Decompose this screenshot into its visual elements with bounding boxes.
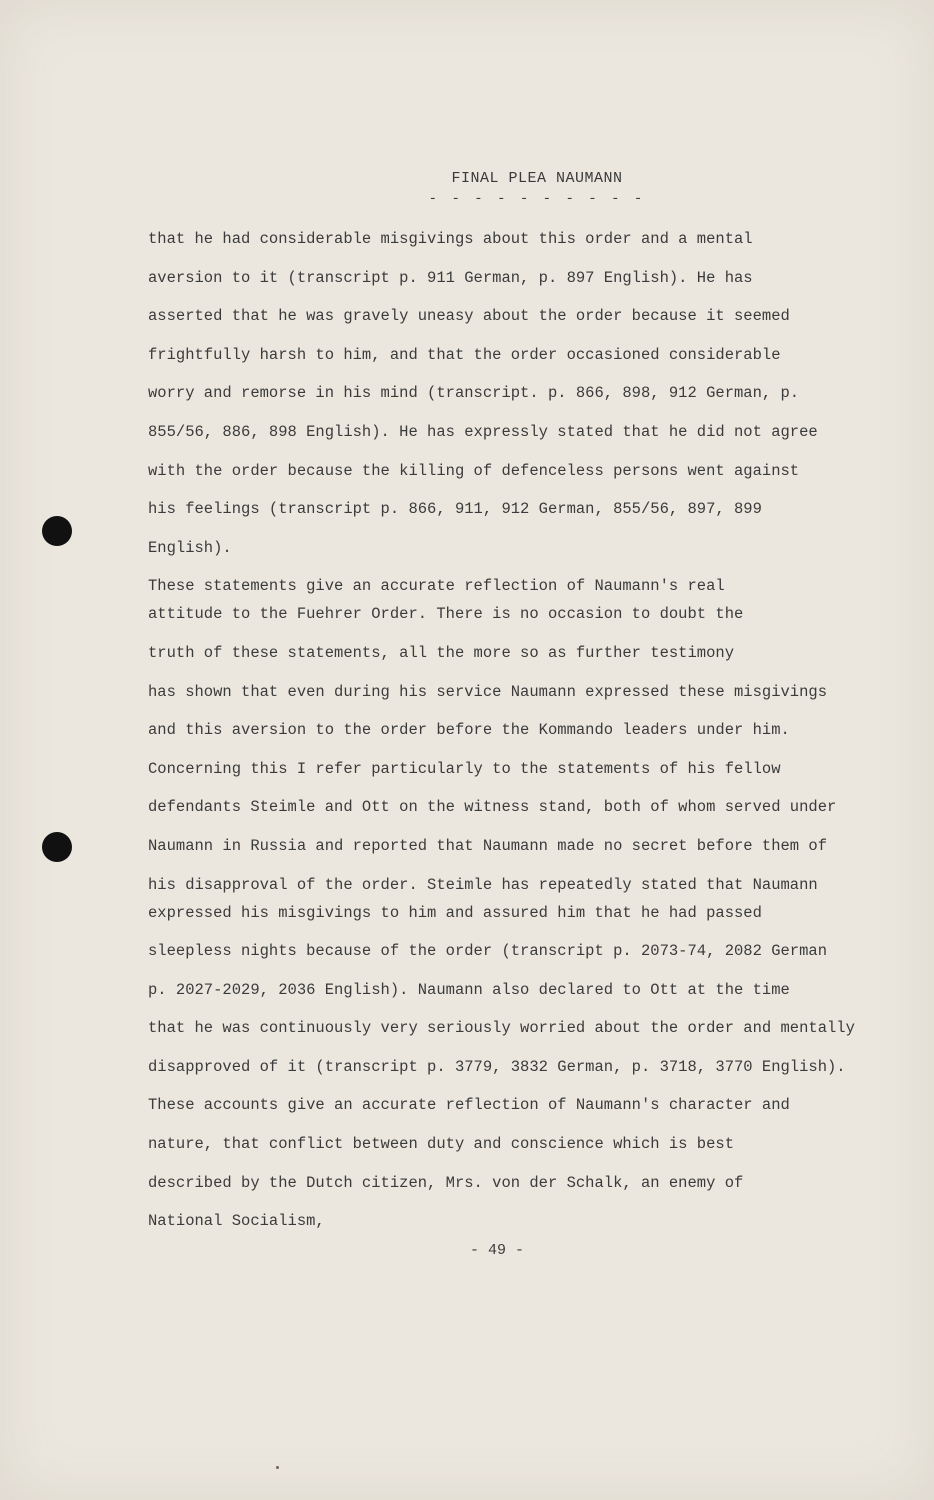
paper-speck: [276, 1466, 279, 1469]
text-line: National Socialism,: [148, 1212, 325, 1231]
page-title: FINAL PLEA NAUMANN: [451, 170, 623, 187]
text-line: his feelings (transcript p. 866, 911, 912 German, 855/56, 897, 899: [148, 500, 762, 519]
text-line: asserted that he was gravely uneasy about the order because it seemed: [148, 307, 790, 326]
text-line: has shown that even during his service Naumann expressed these misgivings: [148, 682, 828, 701]
text-line: expressed his misgivings to him and assured him that he had passed: [148, 903, 762, 922]
text-line: Concerning this I refer particularly to the statements of his fellow: [148, 759, 781, 778]
text-line: English).: [148, 538, 232, 557]
text-line: his disapproval of the order. Steimle has repeatedly stated that Naumann: [148, 875, 818, 894]
punch-hole-lower: [42, 832, 72, 862]
text-line: These statements give an accurate reflection of Naumann's real: [148, 577, 725, 596]
text-line: and this aversion to the order before the Kommando leaders under him.: [148, 721, 790, 740]
text-line: 855/56, 886, 898 English). He has expressly stated that he did not agree: [148, 422, 818, 441]
text-line: Naumann in Russia and reported that Naumann made no secret before them of: [148, 836, 828, 855]
body-text: [148, 226, 888, 1247]
page-number: - 49 -: [469, 1242, 524, 1259]
text-line: These accounts give an accurate reflection of Naumann's character and: [148, 1096, 790, 1115]
text-line: attitude to the Fuehrer Order. There is no occasion to doubt the: [148, 605, 744, 624]
text-line: disapproved of it (transcript p. 3779, 3832 German, p. 3718, 3770 English).: [148, 1057, 846, 1076]
header-underline: - - - - - - - - - -: [428, 191, 646, 207]
text-line: aversion to it (transcript p. 911 German, p. 897 English). He has: [148, 268, 753, 287]
text-line: worry and remorse in his mind (transcript. p. 866, 898, 912 German, p.: [148, 384, 800, 403]
text-line: described by the Dutch citizen, Mrs. von der Schalk, an enemy of: [148, 1173, 744, 1192]
text-line: nature, that conflict between duty and conscience which is best: [148, 1135, 734, 1154]
text-line: frightfully harsh to him, and that the order occasioned considerable: [148, 345, 781, 364]
text-line: that he had considerable misgivings about this order and a mental: [148, 230, 753, 248]
punch-hole-upper: [42, 516, 72, 546]
text-line: p. 2027-2029, 2036 English). Naumann also declared to Ott at the time: [148, 980, 790, 999]
text-line: truth of these statements, all the more so as further testimony: [148, 643, 734, 662]
text-line: defendants Steimle and Ott on the witness stand, both of whom served under: [148, 798, 837, 817]
text-line: with the order because the killing of defenceless persons went against: [148, 461, 800, 480]
text-line: that he was continuously very seriously worried about the order and mentally: [148, 1019, 855, 1038]
text-line: sleepless nights because of the order (transcript p. 2073-74, 2082 German: [148, 942, 828, 961]
page-header: [0, 170, 934, 207]
